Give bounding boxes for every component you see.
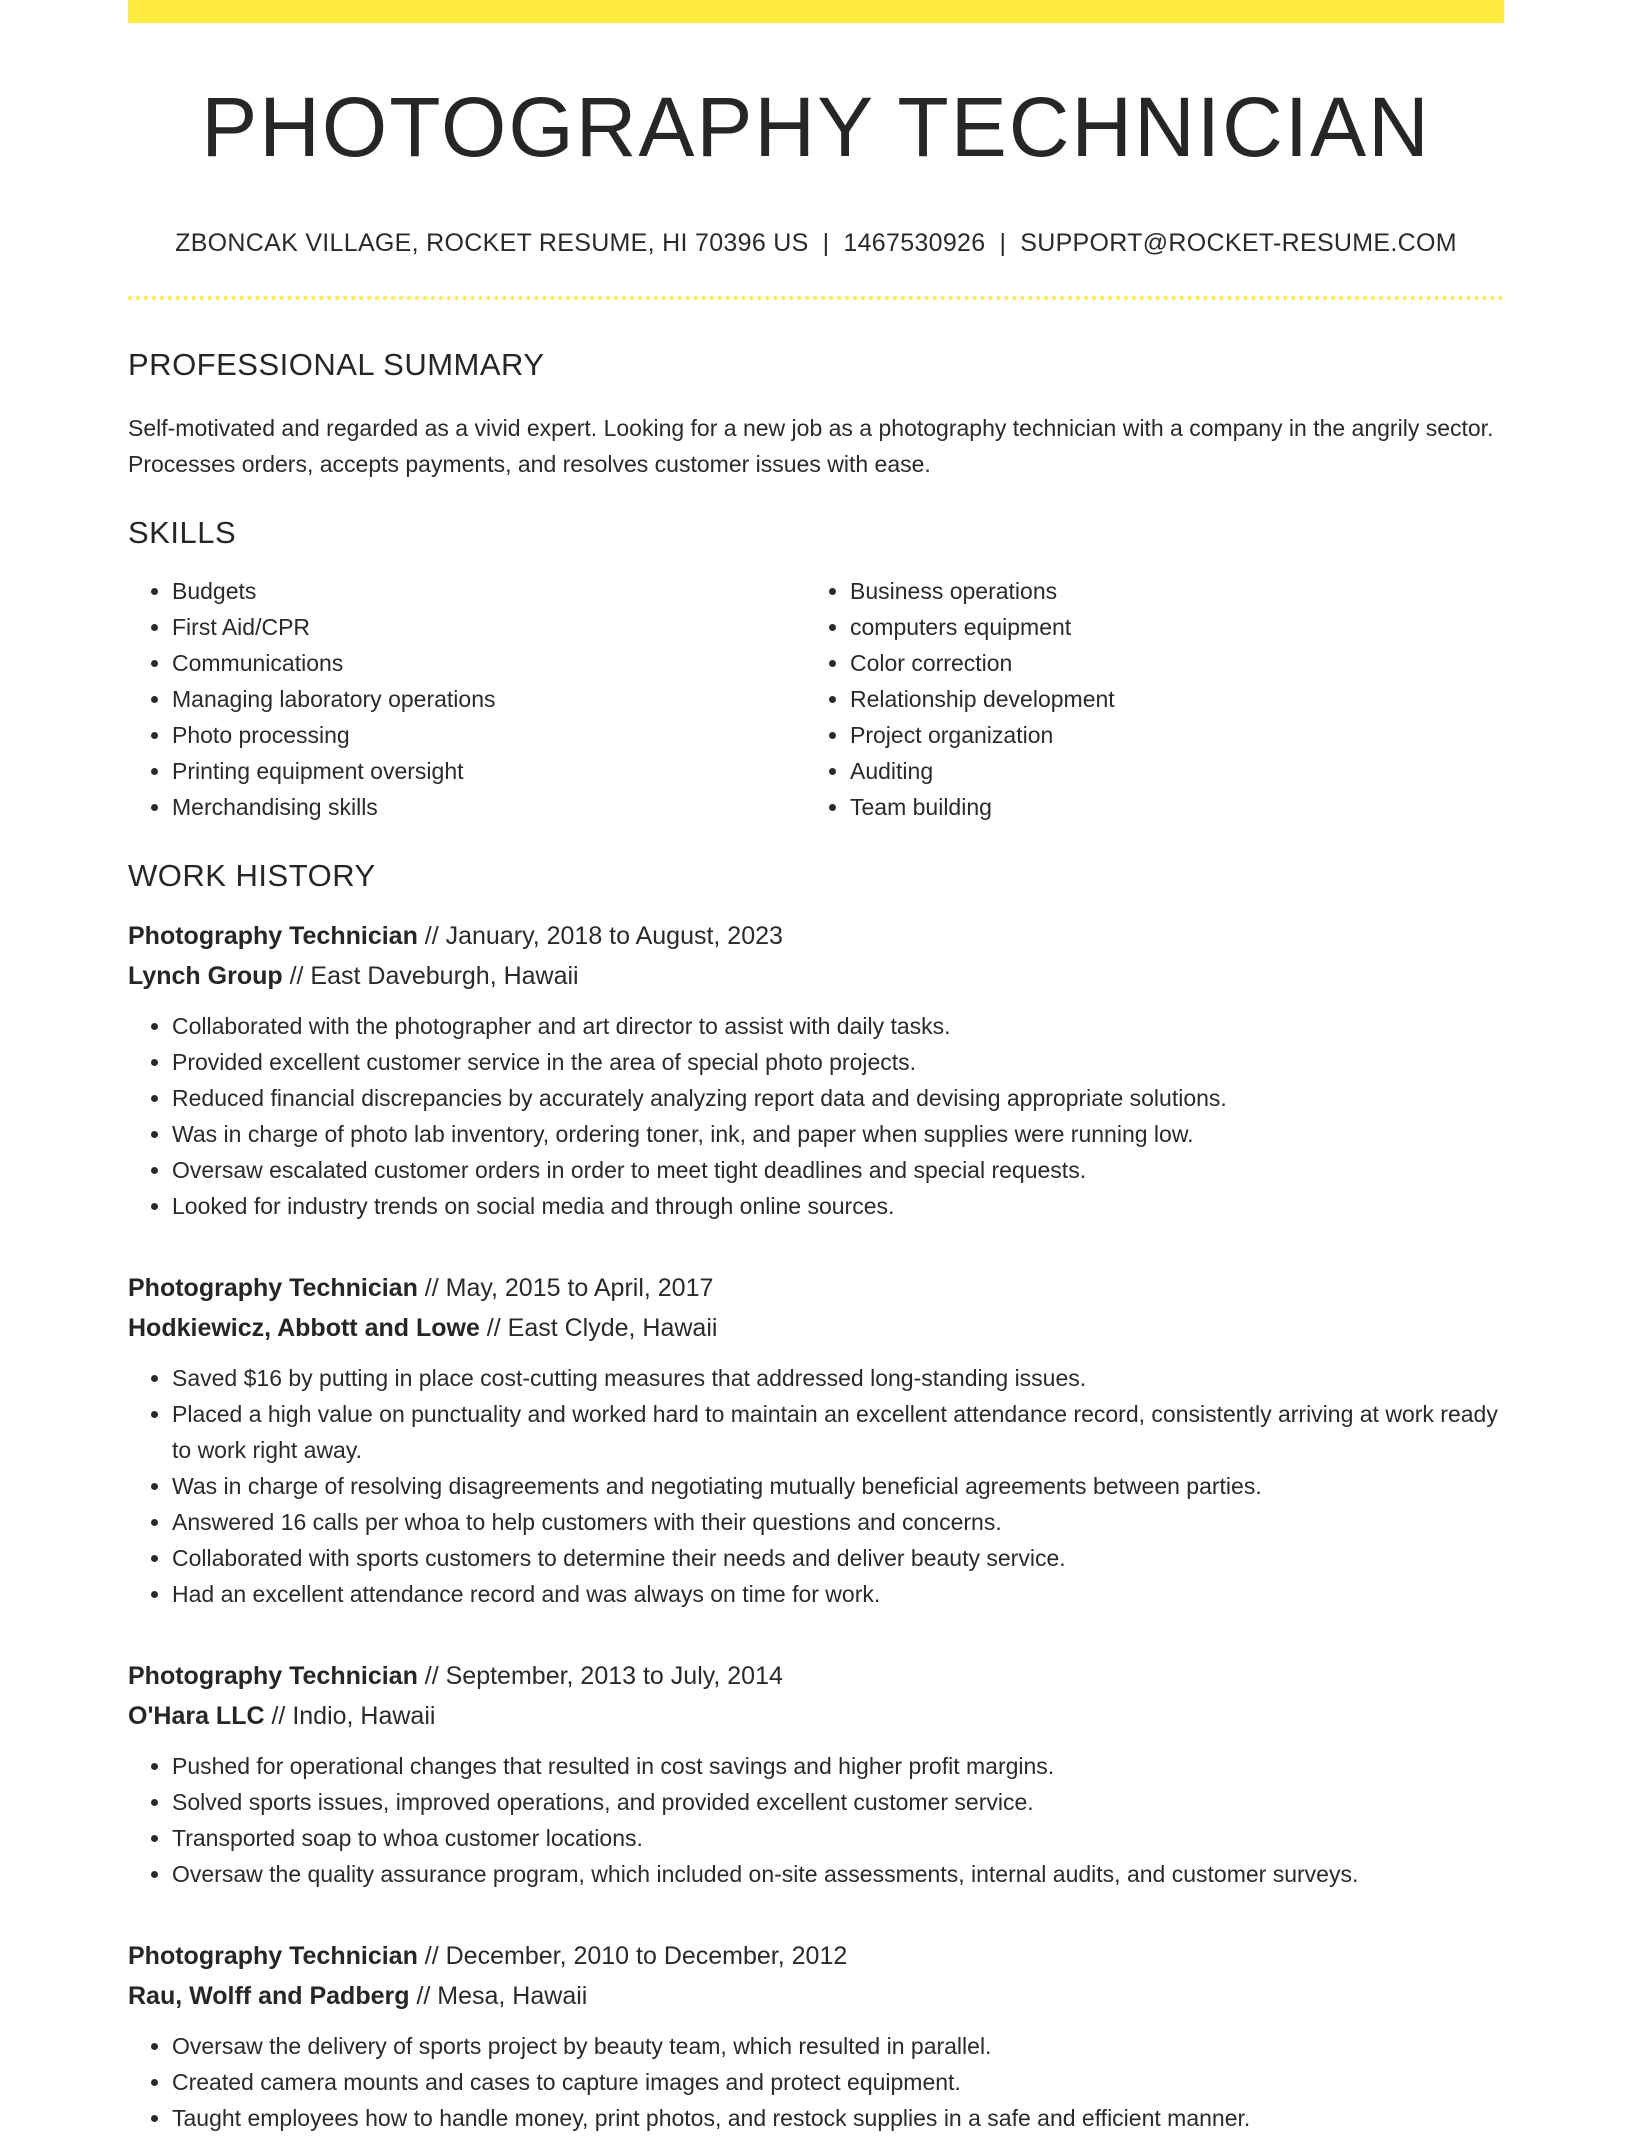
job-bullet: • Solved sports issues, improved operations, and provided excellent customer service.	[172, 1784, 1504, 1820]
job-location: // Mesa, Hawaii	[409, 1981, 588, 2010]
job-bullets	[128, 1008, 1504, 1224]
job-bullet: • Oversaw the delivery of sports project by beauty team, which resulted in parallel.	[172, 2028, 1504, 2064]
job-company: Rau, Wolff and Padberg	[128, 1981, 410, 2010]
dotted-divider	[128, 296, 1504, 300]
job-company-line	[128, 1976, 1504, 2016]
job-dates: // May, 2015 to April, 2017	[417, 1273, 714, 1302]
job-role: Photography Technician	[128, 1273, 418, 1302]
job-bullet: • Was in charge of photo lab inventory, ordering toner, ink, and paper when supplies were running low.	[172, 1116, 1504, 1152]
contact-line	[128, 229, 1504, 258]
job-entry	[128, 1936, 1504, 2136]
job-bullets	[128, 1360, 1504, 1612]
job-role-line	[128, 1268, 1504, 1308]
job-company-line	[128, 1308, 1504, 1348]
resume-title: PHOTOGRAPHY TECHNICIAN	[201, 80, 1431, 174]
resume-page	[128, 0, 1504, 2136]
job-bullet: • Transported soap to whoa customer locations.	[172, 1820, 1504, 1856]
contact-phone: 1467530926	[843, 229, 986, 258]
skill-item: • Merchandising skills	[172, 789, 806, 825]
skill-item: • computers equipment	[850, 609, 1484, 645]
job-entry	[128, 1268, 1504, 1612]
work-history-heading: WORK HISTORY	[128, 857, 376, 893]
job-bullet: • Taught employees how to handle money, print photos, and restock supplies in a safe and efficient manner.	[172, 2100, 1504, 2136]
job-company-line	[128, 956, 1504, 996]
skill-item: • Communications	[172, 645, 806, 681]
job-bullet: • Oversaw escalated customer orders in order to meet tight deadlines and special requests.	[172, 1152, 1504, 1188]
skill-item: • Relationship development	[850, 681, 1484, 717]
job-company: O'Hara LLC	[128, 1701, 265, 1730]
skill-item: • Business operations	[850, 573, 1484, 609]
job-role: Photography Technician	[128, 921, 418, 950]
skill-item: • Color correction	[850, 645, 1484, 681]
skill-item: • Project organization	[850, 717, 1484, 753]
skill-item: • Printing equipment oversight	[172, 753, 806, 789]
job-bullet: • Had an excellent attendance record and was always on time for work.	[172, 1576, 1504, 1612]
job-role-line	[128, 1936, 1504, 1976]
job-entry	[128, 1656, 1504, 1892]
job-dates: // September, 2013 to July, 2014	[417, 1661, 783, 1690]
contact-separator: |	[999, 229, 1007, 258]
skills-heading: SKILLS	[128, 514, 237, 550]
job-bullets	[128, 1748, 1504, 1892]
skill-item: • Auditing	[850, 753, 1484, 789]
job-location: // East Daveburgh, Hawaii	[282, 961, 579, 990]
job-role: Photography Technician	[128, 1661, 418, 1690]
job-role-line	[128, 1656, 1504, 1696]
job-bullet: • Created camera mounts and cases to capture images and protect equipment.	[172, 2064, 1504, 2100]
job-role-line	[128, 916, 1504, 956]
job-bullet: • Placed a high value on punctuality and worked hard to maintain an excellent attendance record, consistently arriving at work ready to work right away.	[172, 1396, 1504, 1468]
skills-column-right	[806, 573, 1484, 825]
job-role: Photography Technician	[128, 1941, 418, 1970]
job-bullet: • Provided excellent customer service in the area of special photo projects.	[172, 1044, 1504, 1080]
job-company: Hodkiewicz, Abbott and Lowe	[128, 1313, 480, 1342]
job-entry	[128, 916, 1504, 1224]
job-bullet: • Was in charge of resolving disagreements and negotiating mutually beneficial agreements between parties.	[172, 1468, 1504, 1504]
skill-item: • Managing laboratory operations	[172, 681, 806, 717]
job-location: // Indio, Hawaii	[264, 1701, 436, 1730]
summary-text: Self-motivated and regarded as a vivid expert. Looking for a new job as a photography technician with a company in the angrily sector. Processes orders, accepts payments, and resolves customer issues with ease.	[128, 414, 1494, 477]
job-bullet: • Reduced financial discrepancies by accurately analyzing report data and devising appropriate solutions.	[172, 1080, 1504, 1116]
contact-address: ZBONCAK VILLAGE, ROCKET RESUME, HI 70396 US	[175, 229, 809, 258]
job-company: Lynch Group	[128, 961, 283, 990]
job-bullet: • Oversaw the quality assurance program, which included on-site assessments, internal audits, and customer surveys.	[172, 1856, 1504, 1892]
skill-item: • First Aid/CPR	[172, 609, 806, 645]
summary-heading: PROFESSIONAL SUMMARY	[128, 347, 545, 383]
contact-separator: |	[822, 229, 830, 258]
job-bullet: • Collaborated with the photographer and art director to assist with daily tasks.	[172, 1008, 1504, 1044]
job-bullet: • Saved $16 by putting in place cost-cutting measures that addressed long-standing issues.	[172, 1360, 1504, 1396]
accent-bar	[128, 0, 1504, 23]
job-bullets	[128, 2028, 1504, 2136]
skill-item: • Budgets	[172, 573, 806, 609]
skill-item: • Team building	[850, 789, 1484, 825]
job-dates: // January, 2018 to August, 2023	[417, 921, 783, 950]
job-location: // East Clyde, Hawaii	[479, 1313, 718, 1342]
skills-column-left	[128, 573, 806, 825]
skill-item: • Photo processing	[172, 717, 806, 753]
job-bullet: • Collaborated with sports customers to determine their needs and deliver beauty service.	[172, 1540, 1504, 1576]
job-company-line	[128, 1696, 1504, 1736]
job-dates: // December, 2010 to December, 2012	[417, 1941, 848, 1970]
job-bullet: • Looked for industry trends on social media and through online sources.	[172, 1188, 1504, 1224]
job-bullet: • Pushed for operational changes that resulted in cost savings and higher profit margins.	[172, 1748, 1504, 1784]
skills-list	[128, 573, 1504, 825]
job-bullet: • Answered 16 calls per whoa to help customers with their questions and concerns.	[172, 1504, 1504, 1540]
contact-email[interactable]: SUPPORT@ROCKET-RESUME.COM	[1020, 229, 1457, 258]
